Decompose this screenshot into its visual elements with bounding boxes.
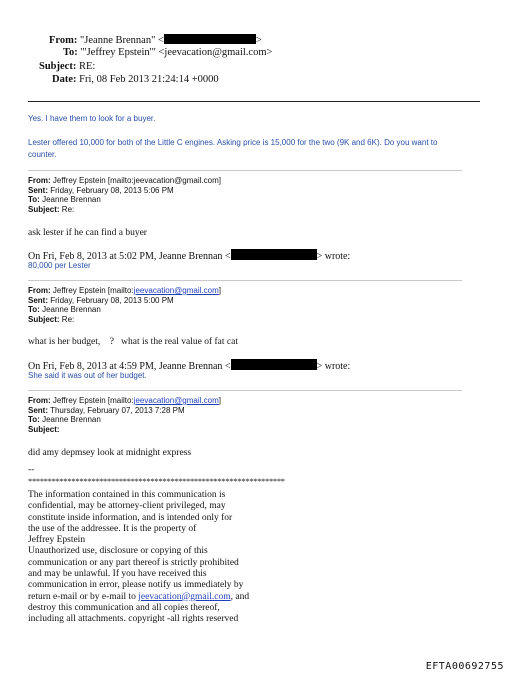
disclaimer bbox=[28, 490, 249, 626]
email-link[interactable]: jeevacation@gmail.com bbox=[133, 396, 219, 405]
email-link[interactable]: jeevacation@gmail.com bbox=[133, 286, 219, 295]
disclaimer-line: and may be unlawful. If you have received this bbox=[28, 569, 207, 580]
msg1-from: From: Jeffrey Epstein [mailto:jeevacation@gmail.com] bbox=[28, 176, 221, 185]
msg1-sent: Sent: Friday, February 08, 2013 5:06 PM bbox=[28, 185, 174, 195]
msg1-quote-header: On Fri, Feb 8, 2013 at 5:02 PM, Jeanne Brennan < > wrote: bbox=[28, 251, 351, 262]
msg2-subject: Subject: Re: bbox=[28, 314, 75, 324]
message-divider bbox=[28, 170, 462, 171]
msg1-to: To: Jeanne Brennan bbox=[28, 195, 101, 204]
header-date-value: Fri, 08 Feb 2013 21:24:14 +0000 bbox=[79, 74, 219, 85]
header-subject-label: Subject: bbox=[39, 61, 77, 72]
msg2-quote-header: On Fri, Feb 8, 2013 at 4:59 PM, Jeanne Brennan < > wrote: bbox=[28, 361, 351, 372]
signature-stars: ***************************************************************** bbox=[28, 476, 285, 486]
msg3-from: From: Jeffrey Epstein [mailto:jeevacation@gmail.com] bbox=[28, 396, 221, 405]
msg2-from: From: Jeffrey Epstein [mailto:jeevacation@gmail.com] bbox=[28, 286, 221, 295]
reply-line-2b: counter. bbox=[28, 150, 57, 159]
header-from-close: > bbox=[255, 35, 262, 46]
header-subject bbox=[39, 61, 95, 72]
msg3-to: To: Jeanne Brennan bbox=[28, 415, 101, 424]
bates-number: EFTA00692755 bbox=[425, 661, 504, 672]
reply-line-2a: Lester offered 10,000 for both of the Little C engines. Asking price is 15,000 for the two (9K and 6K). Do you want to bbox=[28, 138, 438, 147]
msg2-body: what is her budget, ? what is the real value of fat cat bbox=[28, 337, 238, 347]
disclaimer-line: including all attachments. copyright -all rights reserved bbox=[28, 614, 239, 625]
msg2-quoted: She said it was out of her budget. bbox=[28, 371, 147, 380]
header-to bbox=[63, 47, 272, 58]
disclaimer-line: the use of the addressee. It is the property of bbox=[28, 523, 197, 534]
msg1-subject: Subject: Re: bbox=[28, 204, 75, 214]
message-divider bbox=[28, 390, 462, 391]
header-to-value: '"Jeffrey Epstein'" <jeevacation@gmail.com> bbox=[80, 47, 273, 58]
header-subject-value: RE: bbox=[78, 61, 96, 72]
disclaimer-line: communication in error, please notify us immediately by bbox=[28, 580, 244, 591]
redaction-bar bbox=[231, 249, 317, 260]
msg1-body: ask lester if he can find a buyer bbox=[28, 228, 147, 238]
header-to-label: To: bbox=[63, 47, 78, 58]
reply-line-1: Yes. I have them to look for a buyer. bbox=[28, 114, 156, 123]
disclaimer-line: Unauthorized use, disclosure or copying of this bbox=[28, 546, 208, 557]
msg3-sent: Sent: Thursday, February 07, 2013 7:28 PM bbox=[28, 405, 185, 415]
msg2-to: To: Jeanne Brennan bbox=[28, 305, 101, 314]
disclaimer-line: communication or any part thereof is strictly prohibited bbox=[28, 557, 239, 568]
disclaimer-line: destroy this communication and all copies thereof, bbox=[28, 602, 220, 613]
message-divider bbox=[28, 280, 462, 281]
disclaimer-line: constitute inside information, and is intended only for bbox=[28, 512, 233, 523]
msg2-sent: Sent: Friday, February 08, 2013 5:00 PM bbox=[28, 295, 174, 305]
msg3-body: did amy depmsey look at midnight express bbox=[28, 448, 192, 458]
msg3-subject: Subject: bbox=[28, 424, 60, 434]
header-from-value: "Jeanne Brennan" < bbox=[80, 35, 164, 46]
email-link[interactable]: jeevacation@gmail.com bbox=[138, 591, 231, 602]
header-from-label: From: bbox=[49, 35, 78, 46]
header-date bbox=[52, 74, 219, 85]
disclaimer-line: The information contained in this communication is bbox=[28, 490, 226, 500]
header-date-label: Date: bbox=[52, 74, 77, 85]
header-divider bbox=[28, 101, 480, 102]
disclaimer-line: confidential, may be attorney-client privileged, may bbox=[28, 501, 226, 512]
header-from bbox=[49, 34, 262, 46]
disclaimer-line: return e-mail or by e-mail to jeevacation@gmail.com, and bbox=[28, 591, 250, 602]
redaction-bar bbox=[164, 34, 256, 44]
signature-dashes: -- bbox=[28, 465, 35, 475]
redaction-bar bbox=[231, 359, 317, 370]
disclaimer-line: Jeffrey Epstein bbox=[28, 535, 86, 546]
msg1-quoted: 80,000 per Lester bbox=[28, 261, 91, 270]
